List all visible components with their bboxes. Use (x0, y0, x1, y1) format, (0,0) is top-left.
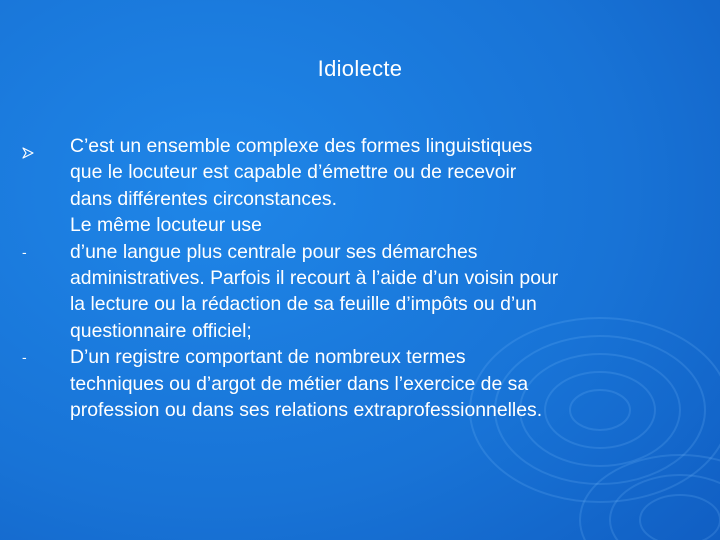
dash-bullet-marker: - (22, 349, 27, 366)
bullet-item-3 (22, 344, 692, 423)
bullet-item-1 (22, 133, 692, 239)
dash-bullet-marker: - (22, 243, 27, 260)
bullet-item-2-line-4: questionnaire officiel; (70, 319, 252, 342)
bullet-item-3-line-3: profession ou dans ses relations extraprofessionnelles. (70, 399, 543, 422)
bullet-item-1-line-2: que le locuteur est capable d’émettre ou de recevoir (70, 161, 517, 184)
slide-title-text: Idiolecte (317, 56, 403, 81)
bullet-item-2-line-2: administratives. Parfois il recourt à l’aide d’un voisin pour (70, 267, 559, 290)
bullet-item-1-line-3: dans différentes circonstances. (70, 187, 337, 210)
bullet-item-2-line-1: d’une langue plus centrale pour ses démarches (70, 240, 478, 263)
bullet-item-1-line-4: Le même locuteur use (70, 214, 262, 237)
slide-body (22, 133, 692, 423)
bullet-item-3-line-2: techniques ou d’argot de métier dans l’exercice de sa (70, 372, 529, 395)
bullet-item-2 (22, 239, 692, 345)
slide-title (0, 56, 720, 82)
arrow-bullet-icon (22, 140, 42, 166)
bullet-item-3-line-1: D’un registre comportant de nombreux termes (70, 346, 466, 369)
bullet-item-2-line-3: la lecture ou la rédaction de sa feuille d’impôts ou d’un (70, 293, 537, 316)
bullet-item-1-line-1: C’est un ensemble complexe des formes linguistiques (70, 135, 533, 157)
